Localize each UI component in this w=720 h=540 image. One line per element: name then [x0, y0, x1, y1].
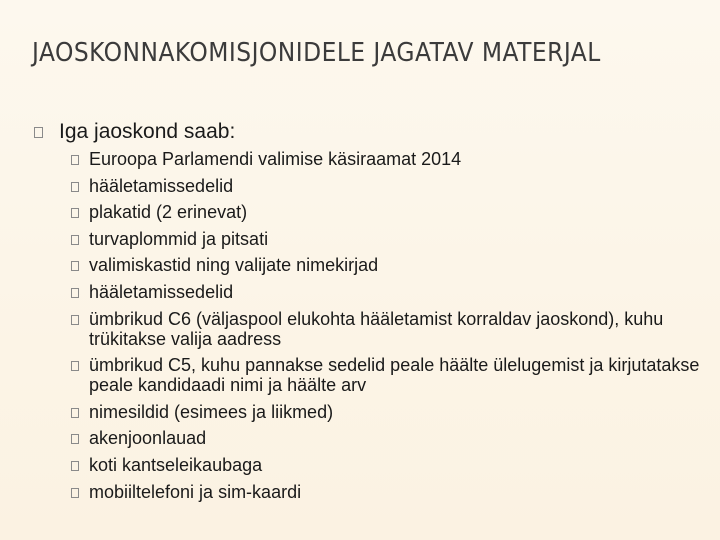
main-bullet-item — [34, 118, 704, 146]
square-bullet-icon — [71, 182, 79, 192]
slide-content — [34, 118, 704, 508]
list-item-text: akenjoonlauad — [89, 428, 207, 449]
list-item — [71, 455, 704, 475]
list-item — [71, 202, 704, 222]
list-item — [71, 149, 704, 169]
list-item-text: ümbrikud C5, kuhu pannakse sedelid peale häälte ülelugemist ja kirjutatakse peale kandidaadi nimi ja häälte arv — [89, 355, 700, 396]
square-bullet-icon — [34, 127, 43, 138]
list-item — [71, 282, 704, 302]
square-bullet-icon — [71, 408, 79, 418]
list-item-text: ümbrikud C6 (väljaspool elukohta hääletamist korraldav jaoskond), kuhu trükitakse valija aadress — [89, 308, 664, 349]
square-bullet-icon — [71, 461, 79, 471]
main-bullet-text: Iga jaoskond saab: — [59, 120, 236, 143]
square-bullet-icon — [71, 235, 79, 245]
list-item — [71, 402, 704, 422]
square-bullet-icon — [71, 208, 79, 218]
list-item — [71, 229, 704, 249]
square-bullet-icon — [71, 488, 79, 498]
list-item — [71, 255, 704, 275]
list-item-text: Euroopa Parlamendi valimise käsiraamat 2014 — [89, 149, 462, 169]
list-item — [71, 176, 704, 196]
list-item — [71, 355, 704, 395]
square-bullet-icon — [71, 434, 79, 444]
square-bullet-icon — [71, 155, 79, 165]
list-item-text: valimiskastid ning valijate nimekirjad — [89, 255, 379, 276]
square-bullet-icon — [71, 315, 79, 325]
list-item — [71, 309, 704, 349]
square-bullet-icon — [71, 288, 79, 298]
list-item-text: hääletamissedelid — [89, 281, 234, 302]
list-item-text: turvaplommid ja pitsati — [89, 228, 269, 249]
material-list — [34, 149, 704, 502]
list-item — [71, 428, 704, 448]
list-item-text: nimesildid (esimees ja liikmed) — [89, 401, 334, 422]
square-bullet-icon — [71, 261, 79, 271]
list-item-text: plakatid (2 erinevat) — [89, 202, 248, 223]
square-bullet-icon — [71, 361, 79, 371]
list-item-text: koti kantseleikaubaga — [89, 454, 263, 475]
list-item-text: mobiiltelefoni ja sim-kaardi — [89, 481, 302, 502]
slide-title: JAOSKONNAKOMISJONIDELE JAGATAV MATERJAL — [32, 38, 601, 68]
list-item — [71, 482, 704, 502]
list-item-text: hääletamissedelid — [89, 175, 234, 196]
